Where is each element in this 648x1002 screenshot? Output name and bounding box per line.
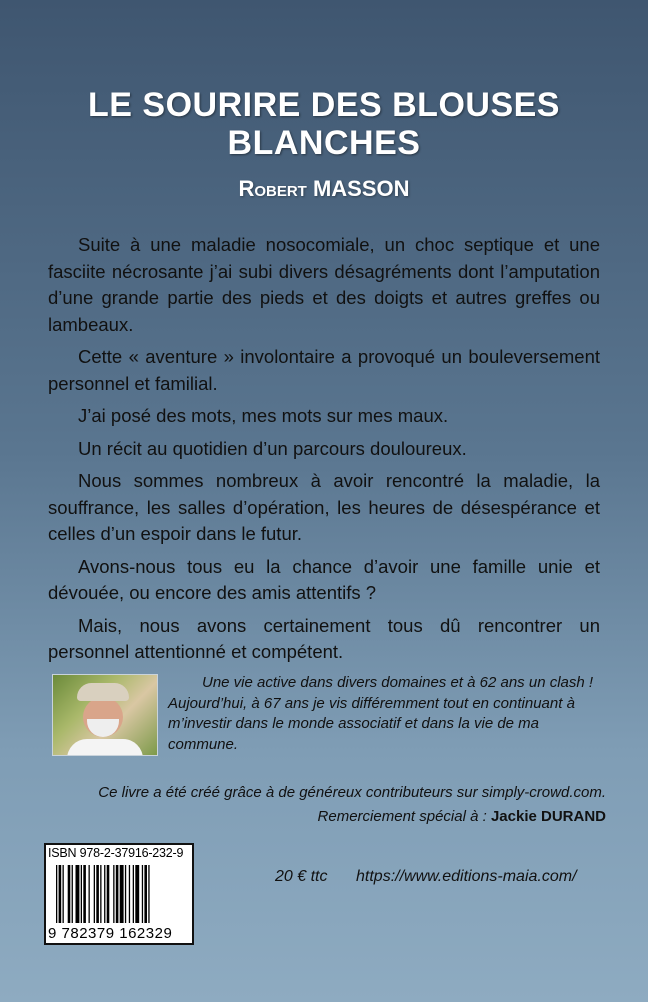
barcode-bar bbox=[144, 865, 147, 923]
barcode-bar bbox=[83, 865, 86, 923]
barcode-bar bbox=[76, 865, 80, 923]
barcode-bar bbox=[133, 865, 134, 923]
barcode-bar bbox=[120, 865, 124, 923]
author-name bbox=[0, 176, 648, 202]
synopsis-paragraph: Mais, nous avons certainement tous dû rencontrer un personnel attentionné et compétent. bbox=[48, 614, 600, 662]
isbn-number: ISBN 978-2-37916-232-9 bbox=[48, 846, 184, 860]
synopsis-paragraph: Suite à une maladie nosocomiale, un choc septique et une fasciite nécrosante j’ai subi divers désagréments dont l’amputation d’une grande partie des pieds et des doigts et autres greffes ou lambeaux. bbox=[48, 234, 600, 335]
author-bio-line-2: Aujourd’hui, à 67 ans je vis différemment tout en continuant à m’investir dans le monde associatif et dans la vie de ma commune. bbox=[168, 694, 575, 753]
barcode-bar bbox=[89, 865, 90, 923]
book-title-line-2: BLANCHES bbox=[227, 124, 421, 162]
author-bio-line-1: Une vie active dans divers domaines et à 62 ans un clash ! bbox=[202, 674, 594, 691]
barcode-bar bbox=[148, 865, 149, 923]
barcode-bar bbox=[129, 865, 130, 923]
author-photo-cap bbox=[77, 683, 129, 701]
barcode-bar bbox=[107, 865, 110, 923]
ean-number: 9 782379 162329 bbox=[48, 925, 173, 942]
barcode-bar bbox=[125, 865, 126, 923]
barcode-bar bbox=[94, 865, 95, 923]
barcode-bar bbox=[72, 865, 73, 923]
barcode-bar bbox=[100, 865, 101, 923]
barcode-bar bbox=[59, 865, 62, 923]
special-thanks-name: Jackie DURAND bbox=[490, 808, 606, 825]
synopsis-paragraph: Avons-nous tous eu la chance d’avoir une famille unie et dévouée, ou encore des amis attentifs ? bbox=[48, 555, 600, 603]
special-thanks bbox=[6, 805, 606, 829]
synopsis-paragraph: Un récit au quotidien d’un parcours douloureux. bbox=[78, 437, 467, 459]
book-title bbox=[0, 86, 648, 162]
isbn-barcode bbox=[44, 843, 194, 945]
author-last-name: MASSON bbox=[312, 176, 410, 201]
author-bio bbox=[168, 673, 612, 755]
barcode-bar bbox=[116, 865, 119, 923]
barcode-bar bbox=[56, 865, 57, 923]
synopsis-paragraph: Cette « aventure » involontaire a provoqué un bouleversement personnel et familial. bbox=[48, 346, 600, 394]
synopsis-paragraph: J’ai posé des mots, mes mots sur mes maux. bbox=[78, 405, 449, 426]
barcode-bar bbox=[113, 865, 114, 923]
barcode-bar bbox=[142, 865, 143, 923]
book-title-line-1: LE SOURIRE DES BLOUSES bbox=[88, 86, 560, 124]
barcode-bar bbox=[63, 865, 64, 923]
synopsis-paragraph: Nous sommes nombreux à avoir rencontré la maladie, la souffrance, les salles d’opération, les heures de désespérance et celles d’un espoir dans le futur. bbox=[48, 470, 600, 544]
barcode-bars bbox=[56, 865, 184, 923]
barcode-bar bbox=[68, 865, 71, 923]
special-thanks-label: Remerciement spécial à : bbox=[317, 808, 491, 825]
price: 20 € ttc bbox=[275, 868, 328, 885]
barcode-bar bbox=[135, 865, 139, 923]
barcode-bar bbox=[81, 865, 82, 923]
barcode-bar bbox=[104, 865, 105, 923]
author-photo bbox=[52, 674, 158, 756]
author-photo-beard bbox=[87, 719, 119, 737]
crowdfunding-credit: Ce livre a été créé grâce à de généreux contributeurs sur simply-crowd.com. bbox=[98, 784, 606, 801]
author-photo-shirt bbox=[67, 739, 143, 756]
publisher-website[interactable]: https://www.editions-maia.com/ bbox=[356, 868, 577, 885]
barcode-bar bbox=[96, 865, 99, 923]
credits bbox=[6, 781, 606, 829]
author-first-name: Robert bbox=[238, 176, 307, 201]
synopsis bbox=[48, 232, 600, 672]
